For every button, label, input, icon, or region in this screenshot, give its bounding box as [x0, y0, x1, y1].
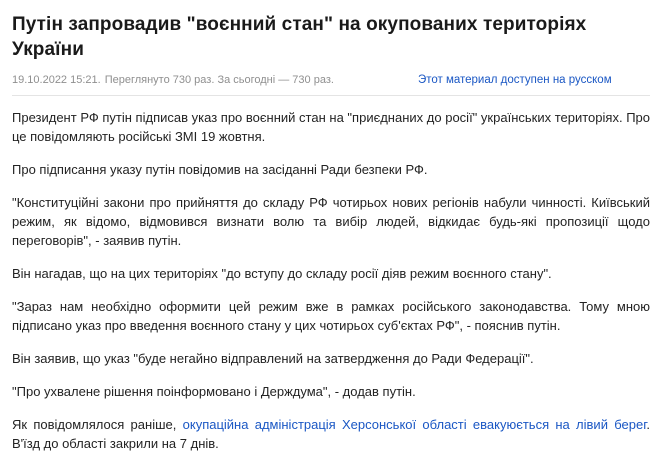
paragraph: Він нагадав, що на цих територіях "до вступу до складу росії діяв режим воєнного стану". [12, 266, 552, 281]
footer-note [12, 415, 650, 453]
publish-timestamp: 19.10.2022 15:21. [12, 74, 101, 86]
paragraph: "Про ухвалене рішення поінформовано і Держдума", - додав путін. [12, 384, 416, 399]
meta-divider [12, 95, 650, 96]
view-count: Переглянуто 730 раз. За сьогодні — 730 раз. [104, 74, 334, 86]
footer-note-suffix: . В'їзд до області закрили на 7 днів. [12, 417, 650, 451]
article-body [12, 108, 650, 453]
paragraph: "Зараз нам необхідно оформити цей режим вже в рамках російського законодавства. Тому мною підписано указ про введення воєнного стану у цих чотирьох суб'єктах РФ", - пояснив путін. [12, 299, 650, 333]
paragraph: Про підписання указу путін повідомив на засіданні Ради безпеки РФ. [12, 162, 428, 177]
paragraph: Президент РФ путін підписав указ про воєнний стан на "приєднаних до росії" українських територіях. Про це повідомляють російські ЗМІ 19 жовтня. [12, 110, 650, 144]
article-meta [12, 74, 650, 86]
footer-note-prefix: Як повідомлялося раніше, [12, 417, 183, 432]
related-article-link[interactable]: окупаційна адміністрація Херсонської області евакуюється на лівий берег [182, 417, 647, 432]
paragraph: "Конституційні закони про прийняття до складу РФ чотирьох нових регіонів набули чинності. Київський режим, як відомо, відмовився визнати волю та вибір людей, відкидає будь-які пропозиції щодо переговорів", - заявив путін. [12, 195, 650, 248]
paragraph: Він заявив, що указ "буде негайно відправлений на затвердження до Ради Федерації". [12, 351, 534, 366]
page-title: Путін запровадив "воєнний стан" на окупованих територіях України [12, 14, 587, 60]
russian-version-link[interactable]: Этот материал доступен на русском [417, 74, 612, 86]
